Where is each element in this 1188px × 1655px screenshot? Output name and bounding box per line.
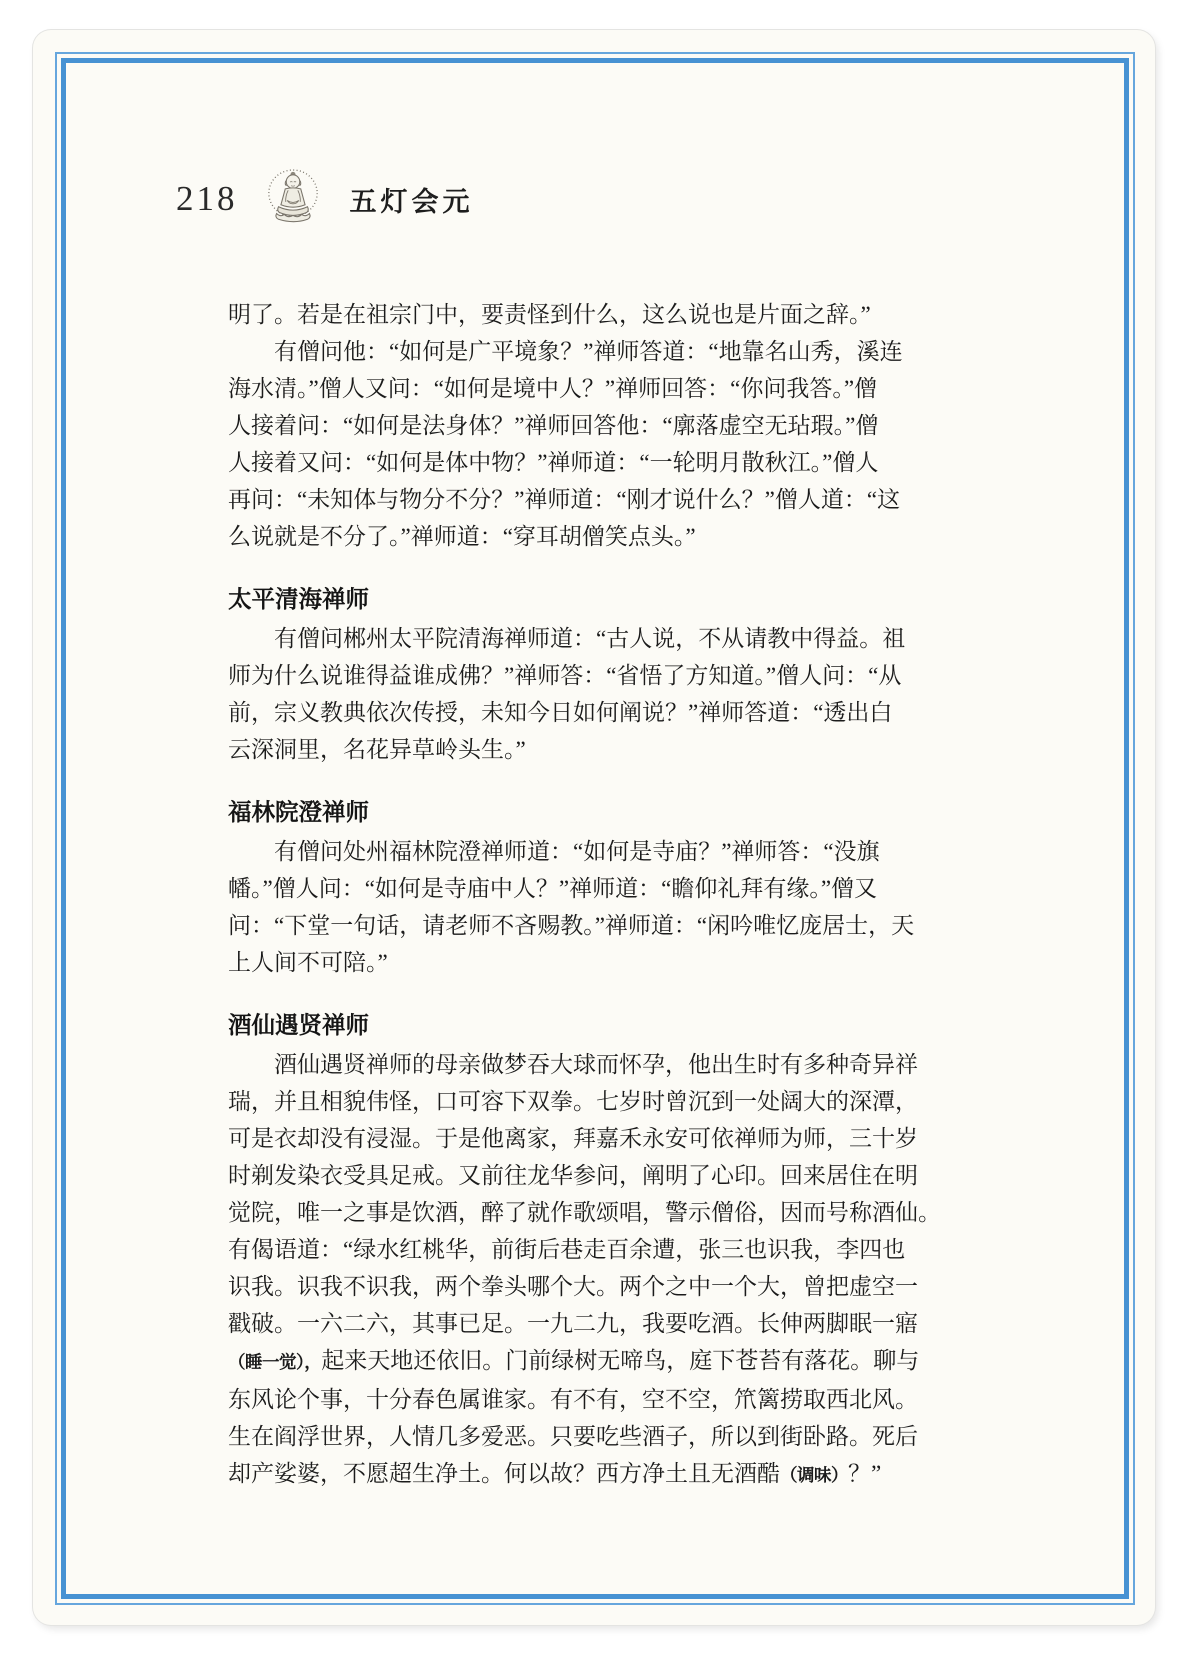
text-segment: 却产娑婆，不愿超生净土。何以故？西方净土且无酒酷 [228,1461,780,1486]
section-heading-fulinyuan-cheng: 福林院澄禅师 [228,799,369,825]
book-page [33,30,1155,1625]
section-heading-jiuxian-yuxian: 酒仙遇贤禅师 [228,1012,369,1038]
text-line: 可是衣却没有浸湿。于是他离家，拜嘉禾永安可依禅师为师，三十岁 [228,1126,918,1151]
text-line: 人接着问：“如何是法身体？”禅师回答他：“廓落虚空无玷瑕。”僧 [228,413,879,438]
text-line: 幡。”僧人问：“如何是寺庙中人？”禅师道：“瞻仰礼拜有缘。”僧又 [228,876,878,901]
text-line: 云深洞里，名花异草岭头生。” [228,737,526,762]
text-line: 海水清。”僧人又问：“如何是境中人？”禅师回答：“你问我答。”僧 [228,376,878,401]
text-line: 明了。若是在祖宗门中，要责怪到什么，这么说也是片面之辞。” [228,302,871,327]
text-line: 师为什么说谁得益谁成佛？”禅师答：“省悟了方知道。”僧人问：“从 [228,663,902,688]
section-heading-taiping-qinghai: 太平清海禅师 [228,586,369,612]
page-header [176,168,474,230]
text-line: 人接着又问：“如何是体中物？”禅师道：“一轮明月散秋江。”僧人 [228,450,879,475]
text-line: 有僧问他：“如何是广平境象？”禅师答道：“地靠名山秀，溪连 [228,339,903,364]
text-line: 时剃发染衣受具足戒。又前往龙华参问，阐明了心印。回来居住在明 [228,1163,918,1188]
book-title: 五灯会元 [349,186,474,217]
text-line: 上人间不可陪。” [228,950,388,975]
text-line: 问：“下堂一句话，请老师不吝赐教。”禅师道：“闲吟唯忆庞居士，天 [228,913,915,938]
annotation-gloss: （睡一觉）， [228,1352,322,1372]
text-line: 再问：“未知体与物分不分？”禅师道：“刚才说什么？”僧人道：“这 [228,487,901,512]
text-line: 酒仙遇贤禅师的母亲做梦吞大球而怀孕，他出生时有多种奇异祥 [228,1052,918,1077]
buddha-icon [264,168,322,230]
text-line: 戳破。一六二六，其事已足。一九二九，我要吃酒。长伸两脚眠一寤 [228,1311,918,1336]
text-line: 有偈语道：“绿水红桃华，前街后巷走百余遭，张三也识我，李四也 [228,1237,906,1262]
body-text [228,296,941,1494]
text-line: 瑞，并且相貌伟怪，口可容下双拳。七岁时曾沉到一处阔大的深潭， [228,1089,918,1114]
text-line: 么说就是不分了。”禅师道：“穿耳胡僧笑点头。” [228,524,696,549]
text-line: 东风论个事，十分春色属谁家。有不有，空不空，笊篱捞取西北风。 [228,1387,918,1412]
page-content [33,30,1155,1625]
text-line: 识我。识我不识我，两个拳头哪个大。两个之中一个大，曾把虚空一 [228,1274,918,1299]
text-segment: ？” [848,1461,882,1486]
text-line: 觉院，唯一之事是饮酒，醉了就作歌颂唱，警示僧俗，因而号称酒仙。 [228,1200,941,1225]
text-line: 前，宗义教典依次传授，未知今日如何阐说？”禅师答道：“透出白 [228,700,893,725]
text-line: 生在阎浮世界，人情几多爱恶。只要吃些酒子，所以到街卧路。死后 [228,1424,918,1449]
annotation-gloss: （调味） [780,1465,848,1485]
text-line [228,1342,918,1381]
page-number: 218 [176,179,238,218]
text-segment: 起来天地还依旧。门前绿树无啼鸟，庭下苍苔有落花。聊与 [321,1348,920,1373]
text-line: 有僧问郴州太平院清海禅师道：“古人说，不从请教中得益。祖 [228,626,906,651]
text-line [228,1455,918,1494]
text-line: 有僧问处州福林院澄禅师道：“如何是寺庙？”禅师答：“没旗 [228,839,880,864]
